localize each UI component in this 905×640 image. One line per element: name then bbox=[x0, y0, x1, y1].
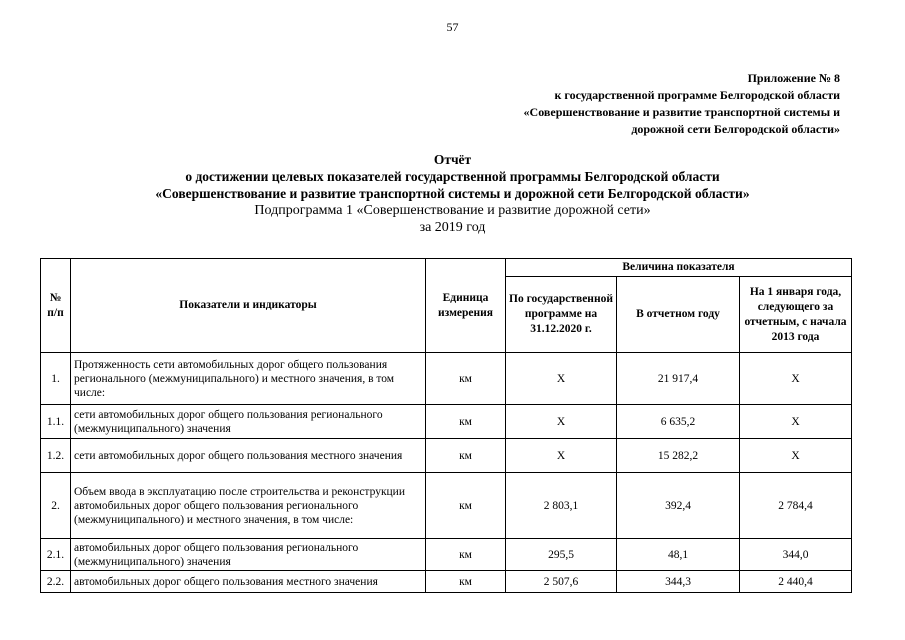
page-number: 57 bbox=[446, 20, 459, 34]
header-cumulative: На 1 января года, следующего за отчетным, с начала 2013 года bbox=[740, 277, 852, 353]
row-program: 2 507,6 bbox=[506, 571, 617, 593]
row-program: 295,5 bbox=[506, 539, 617, 571]
row-num: 1. bbox=[41, 353, 71, 405]
row-program: X bbox=[506, 439, 617, 473]
appendix-line: дорожной сети Белгородской области» bbox=[631, 122, 840, 136]
row-report: 15 282,2 bbox=[617, 439, 740, 473]
row-indicator: Протяженность сети автомобильных дорог общего пользования регионального (межмуниципального) и местного значения, в том числе: bbox=[71, 353, 426, 405]
appendix-block bbox=[470, 70, 840, 138]
header-indicator: Показатели и индикаторы bbox=[71, 259, 426, 353]
row-cumulative: 344,0 bbox=[740, 539, 852, 571]
row-program: X bbox=[506, 353, 617, 405]
row-cumulative: X bbox=[740, 353, 852, 405]
row-num: 1.1. bbox=[41, 405, 71, 439]
row-report: 21 917,4 bbox=[617, 353, 740, 405]
appendix-line: «Совершенствование и развитие транспортной системы и bbox=[523, 105, 840, 119]
row-indicator: сети автомобильных дорог общего пользования местного значения bbox=[71, 439, 426, 473]
header-report-year: В отчетном году bbox=[617, 277, 740, 353]
row-indicator: автомобильных дорог общего пользования местного значения bbox=[71, 571, 426, 593]
row-report: 392,4 bbox=[617, 473, 740, 539]
row-report: 344,3 bbox=[617, 571, 740, 593]
table-row bbox=[41, 539, 852, 571]
table-row bbox=[41, 353, 852, 405]
row-num: 2. bbox=[41, 473, 71, 539]
row-unit: км bbox=[426, 571, 506, 593]
row-indicator: сети автомобильных дорог общего пользования регионального (межмуниципального) значения bbox=[71, 405, 426, 439]
row-indicator: Объем ввода в эксплуатацию после строительства и реконструкции автомобильных дорог общего пользования регионального (межмуниципального) и местного значения, в том числе: bbox=[71, 473, 426, 539]
table-row bbox=[41, 439, 852, 473]
report-title: Отчёт bbox=[433, 152, 472, 167]
row-report: 48,1 bbox=[617, 539, 740, 571]
row-cumulative: 2 440,4 bbox=[740, 571, 852, 593]
row-report: 6 635,2 bbox=[617, 405, 740, 439]
row-unit: км bbox=[426, 539, 506, 571]
table-row bbox=[41, 473, 852, 539]
row-num: 2.1. bbox=[41, 539, 71, 571]
row-num: 1.2. bbox=[41, 439, 71, 473]
row-unit: км bbox=[426, 439, 506, 473]
subprogram-name: Подпрограмма 1 «Совершенствование и развитие дорожной сети» bbox=[254, 203, 651, 218]
row-unit: км bbox=[426, 405, 506, 439]
report-heading bbox=[0, 151, 905, 236]
header-num: № п/п bbox=[41, 259, 71, 353]
row-unit: км bbox=[426, 473, 506, 539]
program-name: «Совершенствование и развитие транспортной системы и дорожной сети Белгородской области» bbox=[155, 186, 750, 201]
report-subtitle: о достижении целевых показателей государственной программы Белгородской области bbox=[185, 169, 720, 184]
table-row bbox=[41, 405, 852, 439]
header-unit: Единица измерения bbox=[426, 259, 506, 353]
appendix-title: Приложение № 8 bbox=[747, 71, 840, 85]
header-value-group: Величина показателя bbox=[506, 259, 852, 277]
row-program: 2 803,1 bbox=[506, 473, 617, 539]
row-cumulative: 2 784,4 bbox=[740, 473, 852, 539]
header-program: По государственной программе на 31.12.2020 г. bbox=[506, 277, 617, 353]
row-program: X bbox=[506, 405, 617, 439]
appendix-line: к государственной программе Белгородской области bbox=[554, 88, 840, 102]
row-unit: км bbox=[426, 353, 506, 405]
row-indicator: автомобильных дорог общего пользования регионального (межмуниципального) значения bbox=[71, 539, 426, 571]
report-year: за 2019 год bbox=[419, 220, 486, 235]
indicators-table bbox=[40, 258, 852, 593]
row-cumulative: X bbox=[740, 439, 852, 473]
row-cumulative: X bbox=[740, 405, 852, 439]
row-num: 2.2. bbox=[41, 571, 71, 593]
table-row bbox=[41, 571, 852, 593]
